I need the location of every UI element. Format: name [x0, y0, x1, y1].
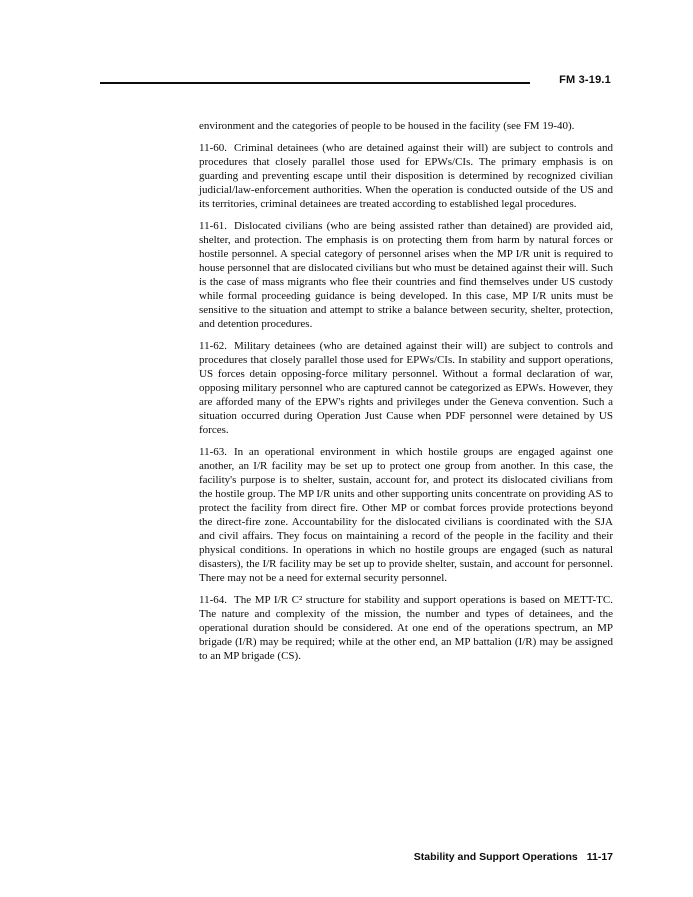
paragraph-11-61: [199, 219, 613, 331]
paragraph-number: 11-61.: [199, 220, 228, 232]
paragraph-number: 11-60.: [199, 142, 228, 154]
paragraph-text: Criminal detainees (who are detained against their will) are subject to controls and procedures that closely parallel those used for EPWs/CIs. The primary emphasis is on guarding and preventing escape until their disposition is determined by recognized civilian judicial/law-enforcement authorities. When the operation is conducted outside of the US and its territories, criminal detainees are treated according to established legal procedures.: [199, 142, 613, 210]
paragraph-number: 11-63.: [199, 446, 228, 458]
paragraph-11-62: [199, 339, 613, 437]
paragraph-text: Military detainees (who are detained against their will) are subject to controls and procedures that closely parallel those used for EPWs/CIs. In stability and support operations, US forces detain opposing-force military personnel. Without a formal declaration of war, opposing military personnel who are captured cannot be categorized as EPWs. However, they are afforded many of the EPW's rights and privileges under the Geneva convention. Such a situation occurred during Operation Just Cause when PDF personnel were detained by US forces.: [199, 340, 613, 436]
footer-page-number: 11-17: [586, 851, 613, 863]
paragraph-11-63: [199, 445, 613, 585]
paragraph-continuation: [199, 119, 613, 133]
paragraph-11-60: [199, 141, 613, 211]
paragraph-number: 11-64.: [199, 594, 228, 606]
paragraph-text: The MP I/R C² structure for stability and support operations is based on METT-TC. The nature and complexity of the mission, the number and types of detainees, and the operational duration should be considered. At one end of the operations spectrum, an MP brigade (I/R) may be required; while at the other end, an MP battalion (I/R) may be assigned to an MP brigade (CS).: [199, 594, 613, 662]
header-document-number: FM 3-19.1: [559, 74, 611, 86]
header-rule: [100, 82, 530, 84]
body-text-column: [199, 119, 613, 671]
paragraph-11-64: [199, 593, 613, 663]
paragraph-text: In an operational environment in which hostile groups are engaged against one another, an I/R facility may be set up to protect one group from another. In this case, the facility's purpose is to shelter, sustain, account for, and protect its dislocated civilians from the hostile group. The MP I/R units and other supporting units concentrate on providing AS to protect the facility from direct fire. Other MP or combat forces provide protections beyond the direct-fire zone. Accountability for the dislocated civilians is coordinated with the SJA and civil affairs. They focus on maintaining a record of the people in the facility and their physical conditions. In operations in which no hostile groups are engaged (such as natural disasters), the I/R facility may be set up to provide shelter, sustain, and account for personnel. There may not be a need for external security personnel.: [199, 446, 613, 584]
paragraph-text: environment and the categories of people to be housed in the facility (see FM 19-40).: [199, 120, 575, 132]
paragraph-number: 11-62.: [199, 340, 228, 352]
page-footer: [414, 851, 613, 863]
paragraph-text: Dislocated civilians (who are being assisted rather than detained) are provided aid, shelter, and protection. The emphasis is on protecting them from harm by natural forces or hostile personnel. A special category of personnel arises when the MP I/R unit is required to house personnel that are dislocated civilians but who must be detained against their will. Such is the case of mass migrants who flee their countries and find themselves under US custody while formal proceeding guidance is being developed. In this case, MP I/R units must be sensitive to the situation and attempt to strike a balance between security, shelter, protection, and detention procedures.: [199, 220, 613, 330]
footer-section-title: Stability and Support Operations: [413, 851, 578, 863]
